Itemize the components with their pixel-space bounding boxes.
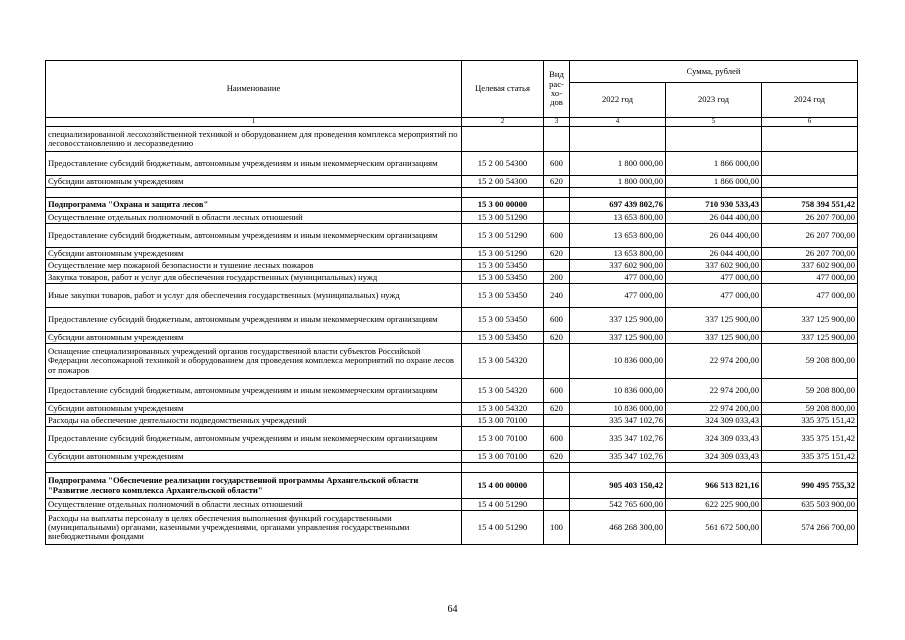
cell-name: Расходы на выплаты персоналу в целях обеспечения выполнения функций государственными (муниципальными) органами, казенными учреждениями, органами управления государственными внебюджетными фондами: [46, 511, 462, 545]
header-year-2024: 2024 год: [762, 83, 858, 118]
cell-name: Осуществление отдельных полномочий в области лесных отношений: [46, 499, 462, 511]
table-row: [46, 284, 858, 308]
cell-vid: 600: [544, 379, 570, 403]
cell-name: Предоставление субсидий бюджетным, автономным учреждениям и иным некоммерческим организациям: [46, 427, 462, 451]
subprogram-row: [46, 198, 858, 212]
cell-2022: 13 653 800,00: [570, 224, 666, 248]
cell-2024: 335 375 151,42: [762, 415, 858, 427]
cell-target: 15 2 00 54300: [462, 152, 544, 176]
cell-2024: 335 375 151,42: [762, 427, 858, 451]
cell-name: Предоставление субсидий бюджетным, автономным учреждениям и иным некоммерческим организациям: [46, 152, 462, 176]
cell-2022: 337 602 900,00: [570, 260, 666, 272]
cell-2024: [762, 152, 858, 176]
cell-2023: 324 309 033,43: [666, 415, 762, 427]
cell-2024: 477 000,00: [762, 272, 858, 284]
cell-2024: 337 125 900,00: [762, 308, 858, 332]
empty-cell: [666, 463, 762, 473]
table-row: [46, 332, 858, 344]
cell-2022: 337 125 900,00: [570, 308, 666, 332]
page-number: 64: [447, 604, 458, 615]
cell-2022: 13 653 800,00: [570, 248, 666, 260]
cell-vid: [544, 415, 570, 427]
cell-2023: 1 866 000,00: [666, 152, 762, 176]
cell-target: 15 3 00 54320: [462, 344, 544, 379]
cell-2022: 10 836 000,00: [570, 344, 666, 379]
column-numbers-row: [46, 118, 858, 127]
cell-name: Субсидии автономным учреждениям: [46, 176, 462, 188]
table-row: [46, 451, 858, 463]
empty-cell: [544, 188, 570, 198]
cell-2022: 477 000,00: [570, 284, 666, 308]
cell-name: специализированной лесохозяйственной техникой и оборудованием для проведения комплекса мероприятий по лесовосстановлению и лесоразведению: [46, 127, 462, 152]
cell-2023: 477 000,00: [666, 284, 762, 308]
cell-2024: 337 125 900,00: [762, 332, 858, 344]
cell-vid: [544, 212, 570, 224]
cell-vid: [544, 127, 570, 152]
cell-target: 15 3 00 00000: [462, 198, 544, 212]
cell-vid: [544, 473, 570, 499]
cell-2024: 990 495 755,32: [762, 473, 858, 499]
cell-2022: 1 800 000,00: [570, 176, 666, 188]
table-row: [46, 403, 858, 415]
cell-2022: 10 836 000,00: [570, 379, 666, 403]
cell-2024: [762, 176, 858, 188]
cell-2022: 697 439 802,76: [570, 198, 666, 212]
cell-2023: 22 974 200,00: [666, 344, 762, 379]
table-row: [46, 248, 858, 260]
cell-target: 15 3 00 51290: [462, 224, 544, 248]
cell-2022: 468 268 300,00: [570, 511, 666, 545]
cell-target: 15 3 00 70100: [462, 415, 544, 427]
col-num-5: 5: [666, 118, 762, 127]
cell-2023: 22 974 200,00: [666, 379, 762, 403]
cell-name: Оснащение специализированных учреждений органов государственной власти субъектов Российской Федерации лесопожарной техникой и оборудованием для проведения комплекса мероприятий по охране лесов от пожаров: [46, 344, 462, 379]
cell-2023: 337 125 900,00: [666, 332, 762, 344]
cell-2024: 574 266 700,00: [762, 511, 858, 545]
cell-target: 15 3 00 51290: [462, 212, 544, 224]
header-year-2022: 2022 год: [570, 83, 666, 118]
cell-vid: 620: [544, 403, 570, 415]
col-num-1: 1: [46, 118, 462, 127]
table-row: [46, 272, 858, 284]
cell-2024: 59 208 800,00: [762, 344, 858, 379]
table-row: [46, 127, 858, 152]
cell-2022: 477 000,00: [570, 272, 666, 284]
col-num-2: 2: [462, 118, 544, 127]
cell-name: Закупка товаров, работ и услуг для обеспечения государственных (муниципальных) нужд: [46, 272, 462, 284]
cell-target: 15 3 00 53450: [462, 332, 544, 344]
empty-cell: [462, 463, 544, 473]
empty-cell: [762, 463, 858, 473]
cell-target: [462, 127, 544, 152]
cell-2023: 324 309 033,43: [666, 427, 762, 451]
cell-2023: 26 044 400,00: [666, 224, 762, 248]
cell-target: 15 3 00 54320: [462, 403, 544, 415]
table-row: [46, 260, 858, 272]
cell-2023: 477 000,00: [666, 272, 762, 284]
table-row: [46, 415, 858, 427]
cell-target: 15 4 00 51290: [462, 511, 544, 545]
cell-target: 15 4 00 51290: [462, 499, 544, 511]
budget-table: [45, 60, 858, 545]
table-row: [46, 212, 858, 224]
cell-2024: 758 394 551,42: [762, 198, 858, 212]
cell-2023: 622 225 900,00: [666, 499, 762, 511]
table-body: [46, 61, 858, 545]
cell-vid: 600: [544, 427, 570, 451]
cell-2024: [762, 127, 858, 152]
empty-cell: [570, 188, 666, 198]
cell-2024: 26 207 700,00: [762, 224, 858, 248]
cell-target: 15 2 00 54300: [462, 176, 544, 188]
cell-name: Предоставление субсидий бюджетным, автономным учреждениям и иным некоммерческим организациям: [46, 224, 462, 248]
cell-target: 15 3 00 53450: [462, 260, 544, 272]
col-num-4: 4: [570, 118, 666, 127]
cell-name: Расходы на обеспечение деятельности подведомственных учреждений: [46, 415, 462, 427]
empty-cell: [46, 463, 462, 473]
table-row: [46, 176, 858, 188]
empty-cell: [570, 463, 666, 473]
cell-2022: 1 800 000,00: [570, 152, 666, 176]
cell-name: Подпрограмма "Обеспечение реализации государственной программы Архангельской области "Развитие лесного комплекса Архангельской области": [46, 473, 462, 499]
cell-2023: 324 309 033,43: [666, 451, 762, 463]
header-name: Наименование: [46, 61, 462, 118]
cell-vid: 620: [544, 451, 570, 463]
cell-2022: 13 653 800,00: [570, 212, 666, 224]
cell-vid: 620: [544, 176, 570, 188]
cell-target: 15 3 00 53450: [462, 272, 544, 284]
cell-2022: 335 347 102,76: [570, 451, 666, 463]
cell-name: Подпрограмма "Охрана и защита лесов": [46, 198, 462, 212]
table-row: [46, 427, 858, 451]
cell-2023: 561 672 500,00: [666, 511, 762, 545]
cell-2023: 22 974 200,00: [666, 403, 762, 415]
col-num-6: 6: [762, 118, 858, 127]
cell-name: Осуществление отдельных полномочий в области лесных отношений: [46, 212, 462, 224]
cell-name: Иные закупки товаров, работ и услуг для обеспечения государственных (муниципальных) нужд: [46, 284, 462, 308]
cell-target: 15 3 00 54320: [462, 379, 544, 403]
empty-cell: [462, 188, 544, 198]
cell-2022: 337 125 900,00: [570, 332, 666, 344]
cell-target: 15 3 00 53450: [462, 308, 544, 332]
cell-target: 15 3 00 70100: [462, 427, 544, 451]
cell-2022: 905 403 150,42: [570, 473, 666, 499]
cell-name: Субсидии автономным учреждениям: [46, 451, 462, 463]
cell-vid: 200: [544, 272, 570, 284]
cell-2024: 26 207 700,00: [762, 248, 858, 260]
cell-vid: 100: [544, 511, 570, 545]
cell-2023: 710 930 533,43: [666, 198, 762, 212]
cell-2024: 59 208 800,00: [762, 379, 858, 403]
cell-vid: 600: [544, 308, 570, 332]
cell-2023: 1 866 000,00: [666, 176, 762, 188]
empty-cell: [666, 188, 762, 198]
table-row: [46, 344, 858, 379]
cell-2024: 477 000,00: [762, 284, 858, 308]
cell-vid: 620: [544, 332, 570, 344]
spacer-row: [46, 188, 858, 198]
cell-2023: 337 602 900,00: [666, 260, 762, 272]
header-target: Целевая статья: [462, 61, 544, 118]
cell-vid: [544, 198, 570, 212]
cell-target: 15 3 00 70100: [462, 451, 544, 463]
subprogram-row: [46, 473, 858, 499]
cell-name: Предоставление субсидий бюджетным, автономным учреждениям и иным некоммерческим организациям: [46, 379, 462, 403]
cell-2024: 635 503 900,00: [762, 499, 858, 511]
table-row: [46, 308, 858, 332]
cell-2023: 26 044 400,00: [666, 212, 762, 224]
header-sum: Сумма, рублей: [570, 61, 858, 83]
cell-2022: [570, 127, 666, 152]
cell-vid: [544, 260, 570, 272]
cell-vid: 600: [544, 224, 570, 248]
cell-2022: 335 347 102,76: [570, 415, 666, 427]
cell-target: 15 4 00 00000: [462, 473, 544, 499]
cell-name: Субсидии автономным учреждениям: [46, 332, 462, 344]
cell-target: 15 3 00 51290: [462, 248, 544, 260]
cell-vid: 600: [544, 152, 570, 176]
empty-cell: [544, 463, 570, 473]
cell-name: Предоставление субсидий бюджетным, автономным учреждениям и иным некоммерческим организациям: [46, 308, 462, 332]
cell-2023: 337 125 900,00: [666, 308, 762, 332]
header-year-2023: 2023 год: [666, 83, 762, 118]
cell-2024: 26 207 700,00: [762, 212, 858, 224]
cell-2022: 10 836 000,00: [570, 403, 666, 415]
cell-2024: 335 375 151,42: [762, 451, 858, 463]
cell-2022: 335 347 102,76: [570, 427, 666, 451]
cell-2023: [666, 127, 762, 152]
cell-name: Субсидии автономным учреждениям: [46, 403, 462, 415]
empty-cell: [762, 188, 858, 198]
cell-vid: 240: [544, 284, 570, 308]
cell-target: 15 3 00 53450: [462, 284, 544, 308]
table-row: [46, 499, 858, 511]
header-vid: Вид рас-хо-дов: [544, 61, 570, 118]
table-row: [46, 152, 858, 176]
empty-cell: [46, 188, 462, 198]
cell-name: Осуществление мер пожарной безопасности и тушение лесных пожаров: [46, 260, 462, 272]
cell-vid: [544, 344, 570, 379]
cell-2023: 966 513 821,16: [666, 473, 762, 499]
col-num-3: 3: [544, 118, 570, 127]
cell-2023: 26 044 400,00: [666, 248, 762, 260]
spacer-row: [46, 463, 858, 473]
cell-vid: 620: [544, 248, 570, 260]
table-row: [46, 224, 858, 248]
table-row: [46, 511, 858, 545]
header-row: [46, 61, 858, 83]
cell-vid: [544, 499, 570, 511]
cell-2022: 542 765 600,00: [570, 499, 666, 511]
cell-2024: 59 208 800,00: [762, 403, 858, 415]
cell-name: Субсидии автономным учреждениям: [46, 248, 462, 260]
cell-2024: 337 602 900,00: [762, 260, 858, 272]
table-row: [46, 379, 858, 403]
